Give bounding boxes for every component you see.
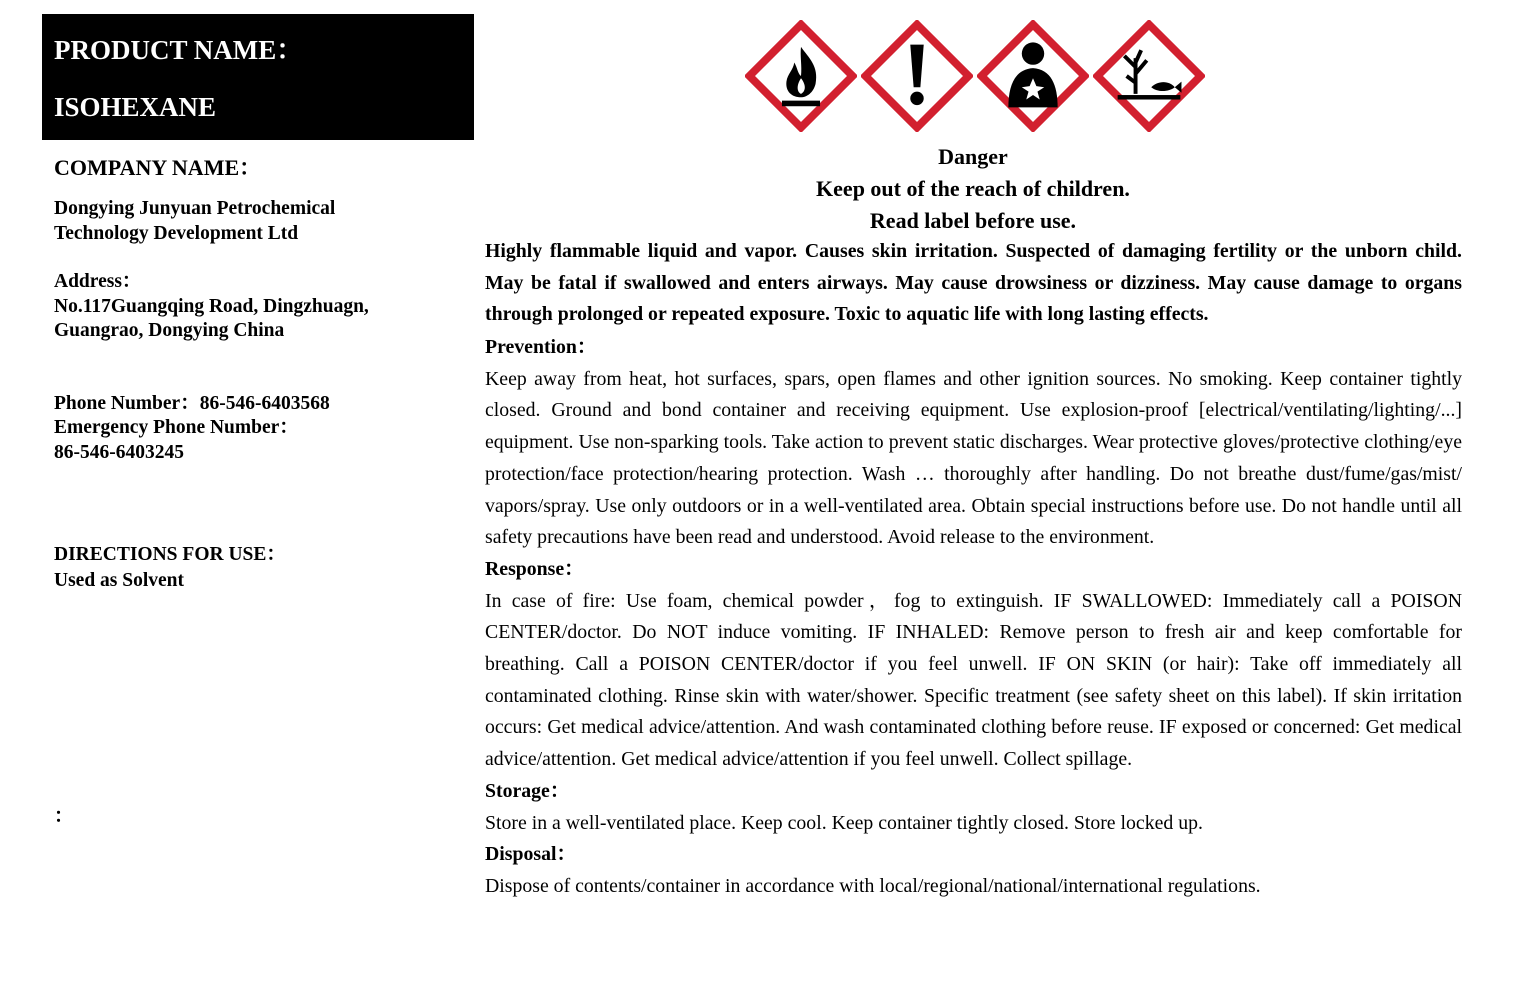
flame-icon — [745, 20, 857, 132]
company-name-line-1: Dongying Junyuan Petrochemical — [54, 198, 336, 219]
storage-text: Store in a well-ventilated place. Keep cool. Keep container tightly closed. Store locked up. — [485, 811, 1203, 834]
hazard-statements — [485, 236, 1462, 331]
hazard-text: Highly flammable liquid and vapor. Causes skin irritation. Suspected of damaging fertility or the unborn child. May be fatal if swallowed and enters airways. May cause drowsiness or dizziness. May cause damage to organs through prolonged or repeated exposure. Toxic to aquatic life with long lasting effects. — [485, 240, 1462, 326]
response-label: Response： — [485, 557, 584, 580]
signal-word: Danger — [938, 144, 1008, 169]
product-name: ISOHEXANE — [54, 92, 217, 122]
emergency-phone-label: Emergency Phone Number： — [54, 417, 299, 438]
exclamation-icon — [861, 20, 973, 132]
read-label: Read label before use. — [869, 208, 1077, 233]
product-name-label: PRODUCT NAME： — [54, 35, 304, 65]
prevention-label: Prevention： — [485, 336, 597, 358]
health-hazard-icon — [977, 20, 1089, 132]
stray-colon: ： — [54, 806, 74, 827]
product-name-box — [42, 14, 474, 140]
company-name-line-2: Technology Development Ltd — [54, 223, 299, 244]
emergency-phone-number: 86-546-6403245 — [54, 442, 184, 463]
address-line-2: Guangrao, Dongying China — [54, 320, 285, 341]
storage-label: Storage： — [485, 779, 570, 802]
response-text: In case of fire: Use foam, chemical powder，fog to extinguish. IF SWALLOWED: Immediately call a POISON CENTER/doctor. Do NOT induce vomiting. IF INHALED: Remove person to fresh air and keep comfortable for breathing. Call a POISON CENTER/doctor if you feel unwell. IF ON SKIN (or hair): Take off immediately all contaminated clothing. Rinse skin with water/shower. Specific treatment (see safety sheet on this label). If skin irritation occurs: Get medical advice/attention. And wash contaminated clothing before reuse. IF exposed or concerned: Get medical advice/attention. Get medical advice/attention if you feel unwell. Collect spillage. — [485, 589, 1462, 771]
phone-number: Phone Number：86-546-6403568 — [54, 393, 330, 414]
disposal-text: Dispose of contents/container in accordance with local/regional/national/international regulations. — [485, 874, 1261, 897]
ghs-pictograms — [745, 20, 1205, 134]
company-name-label: COMPANY NAME： — [54, 155, 262, 180]
address-label: Address： — [54, 271, 142, 292]
directions-text: Used as Solvent — [54, 570, 185, 591]
address-line-1: No.117Guangqing Road, Dingzhuagn, — [54, 296, 369, 317]
precautionary-sections — [485, 332, 1462, 903]
disposal-label: Disposal： — [485, 843, 577, 866]
directions-label: DIRECTIONS FOR USE： — [54, 544, 286, 565]
prevention-text: Keep away from heat, hot surfaces, spars, open flames and other ignition sources. No smoking. Keep container tightly closed. Ground and bond container and receiving equipment. Use explosion-proof [electrical/ventilating/lighting/...] equipment. Use non-sparking tools. Take action to prevent static discharges. Wear protective gloves/protective clothing/eye protection/face protection/hearing protection. Wash … thoroughly after handling. Do not breathe dust/fume/gas/mist/ vapors/spray. Use only outdoors or in a well-ventilated area. Obtain special instructions before use. Do not handle until all safety precautions have been read and understood. Avoid release to the environment. — [485, 367, 1462, 549]
environment-icon — [1093, 20, 1205, 132]
child-warning: Keep out of the reach of children. — [816, 176, 1130, 201]
